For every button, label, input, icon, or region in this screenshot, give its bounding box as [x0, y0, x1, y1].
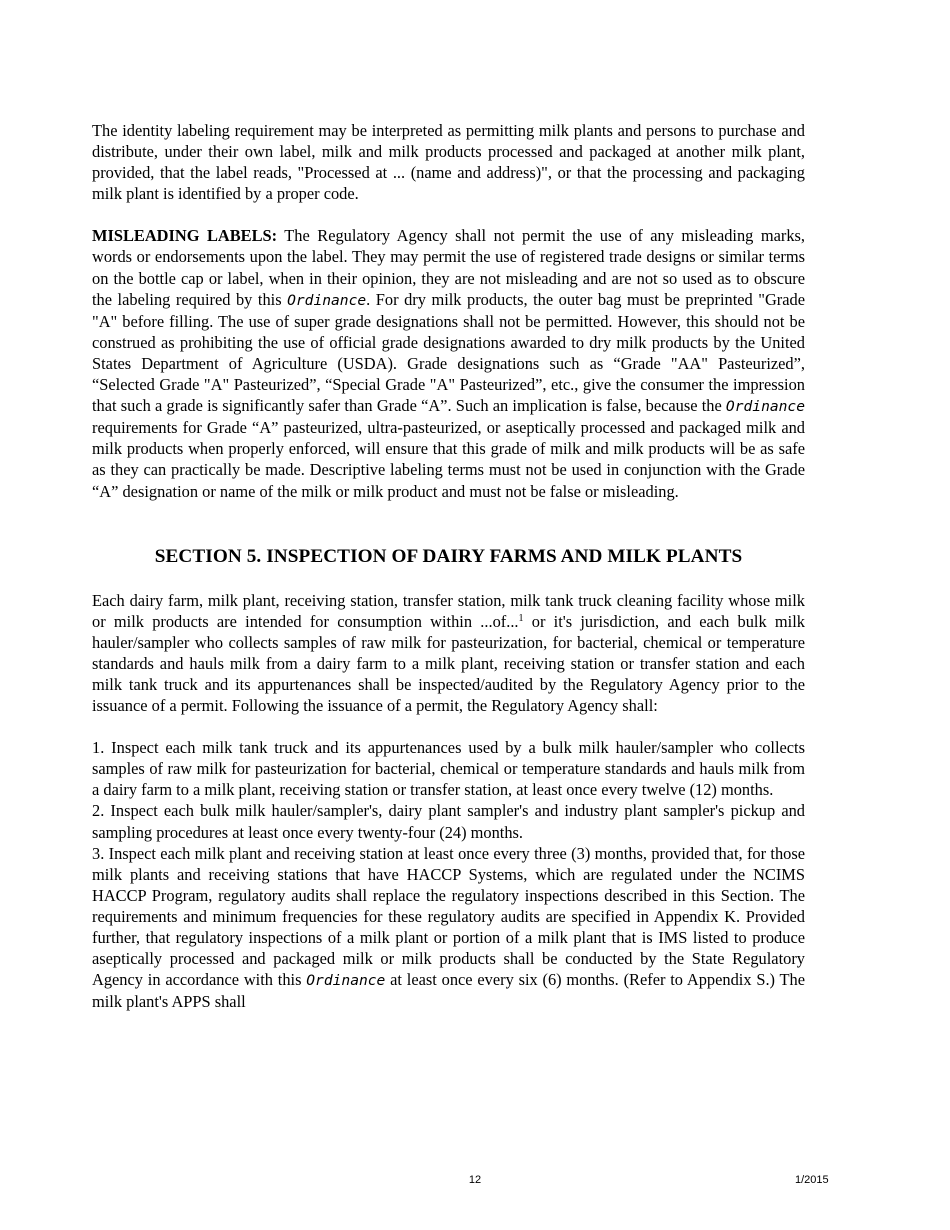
list-item-text-a: 3. Inspect each milk plant and receiving station at least once every three (3) months, provided that, for those milk plants and receiving stations that have HACCP Systems, which are regulated under the NCIMS HACCP Program, regulatory audits shall replace the regulatory inspections described in this Section. The requirements and minimum frequencies for these regulatory audits are specified in Appendix K. Provided further, that regulatory inspections of a milk plant or portion of a milk plant that is IMS listed to produce aseptically processed and packaged milk or milk products shall be conducted by the State Regulatory Agency in accordance with this: [92, 843, 805, 990]
section-heading: SECTION 5. INSPECTION OF DAIRY FARMS AND MILK PLANTS: [154, 545, 743, 567]
ordinance-term: Ordinance: [725, 398, 805, 416]
ordinance-term: Ordinance: [287, 291, 367, 309]
document-body: [92, 120, 805, 1012]
inspection-list: [92, 737, 805, 1012]
list-item: [92, 843, 805, 1013]
page-number: 12: [468, 1174, 482, 1186]
misleading-labels-text-a: The Regulatory Agency shall not permit the use of any misleading marks, words or endorsements upon the label. They may permit the use of registered trade designs or similar terms on the bottle cap or label, when in their opinion, they are not misleading and are not so used as to obscure the labeling required by this: [92, 226, 805, 309]
inspection-intro-text-b: or it's jurisdiction, and each bulk milk hauler/sampler who collects samples of raw milk for pasteurization, for bacterial, chemical or temperature standards and hauls milk from a dairy farm to a milk plant, receiving station or transfer station and each milk tank truck and its appurtenances shall be inspected/audited by the Regulatory Agency prior to the issuance of a permit. Following the issuance of a permit, the Regulatory Agency shall:: [92, 611, 805, 716]
footnote-reference: 1: [518, 612, 524, 624]
revision-date: 1/2015: [795, 1174, 829, 1186]
misleading-labels-text-b: . For dry milk products, the outer bag must be preprinted "Grade "A" before filling. The use of super grade designations shall not be permitted. However, this should not be construed as prohibiting the use of official grade designations awarded to dry milk products by the United States Department of Agriculture (USDA). Grade designations such as “Grade "AA" Pasteurized”, “Selected Grade "A" Pasteurized”, “Special Grade "A" Pasteurized”, etc., give the consumer the impression that such a grade is significantly safer than Grade “A”. Such an implication is false, because the: [92, 289, 805, 416]
list-item: 1. Inspect each milk tank truck and its appurtenances used by a bulk milk hauler/sampler who collects samples of raw milk for pasteurization for bacterial, chemical or temperature standards and hauls milk from a dairy farm to a milk plant, receiving station or transfer station, at least once every twelve (12) months.: [92, 738, 805, 800]
paragraph-misleading-labels: [92, 225, 805, 501]
list-item-text-b: at least once every six (6) months. (Refer to Appendix S.) The milk plant's APPS shall: [92, 970, 805, 1012]
list-item: 2. Inspect each bulk milk hauler/sampler's, dairy plant sampler's and industry plant sampler's pickup and sampling procedures at least once every twenty-four (24) months.: [92, 801, 805, 842]
misleading-labels-text-c: requirements for Grade “A” pasteurized, ultra-pasteurized, or aseptically processed and packaged milk and milk products when properly enforced, will ensure that this grade of milk and milk products will be as safe as they can practically be made. Descriptive labeling terms must not be used in conjunction with the Grade “A” designation or name of the milk or milk product and must not be false or misleading.: [92, 418, 805, 501]
inspection-intro-text-a: Each dairy farm, milk plant, receiving station, transfer station, milk tank truck cleaning facility whose milk or milk products are intended for consumption within ...of...: [92, 590, 805, 631]
paragraph-inspection-intro: [92, 590, 805, 717]
paragraph-identity-labeling: The identity labeling requirement may be interpreted as permitting milk plants and persons to purchase and distribute, under their own label, milk and milk products processed and packaged at another milk plant, provided, that the label reads, "Processed at ... (name and address)", or that the processing and packaging milk plant is identified by a proper code.: [92, 121, 805, 204]
ordinance-term: Ordinance: [306, 972, 386, 990]
misleading-labels-heading: MISLEADING LABELS:: [92, 226, 278, 246]
